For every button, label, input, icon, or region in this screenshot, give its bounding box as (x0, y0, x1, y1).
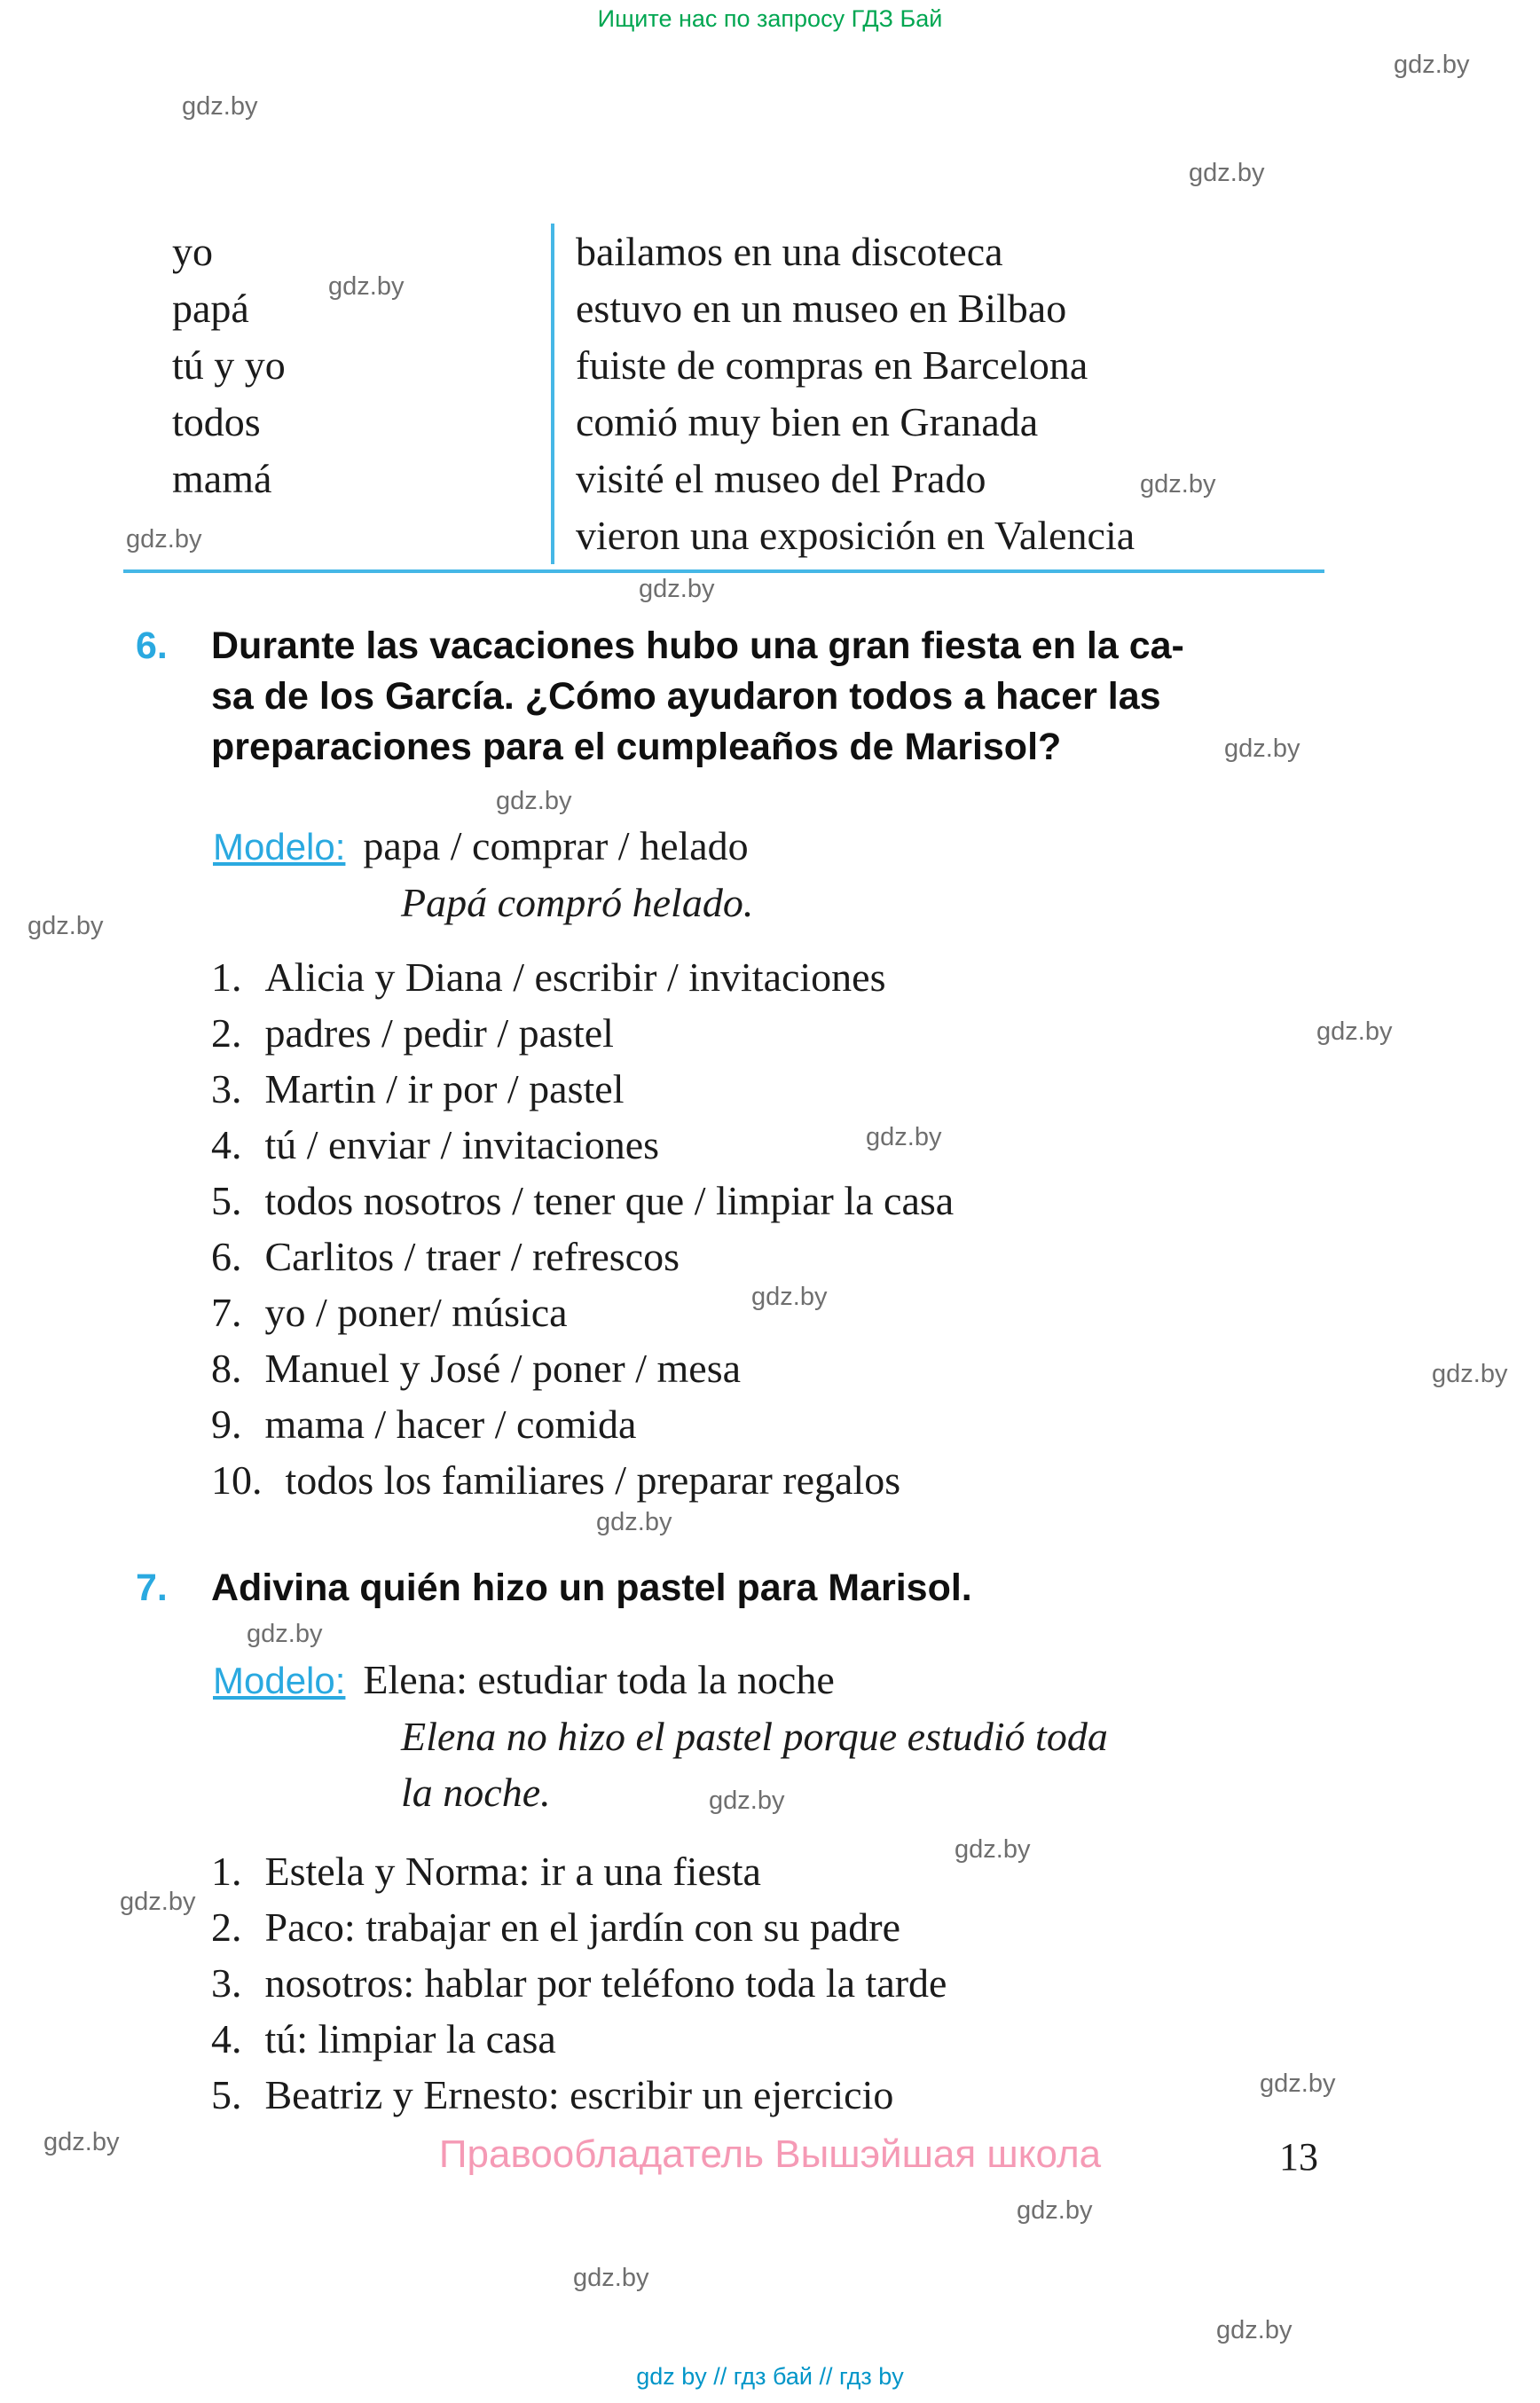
item-number: 1. (211, 1849, 242, 1894)
site-promo-text: Ищите нас по запросу ГДЗ Бай (597, 5, 943, 32)
matching-subject: mamá (172, 456, 272, 501)
list-item (211, 1340, 954, 1396)
item-number: 4. (211, 1122, 242, 1167)
list-item (211, 1396, 954, 1452)
matching-subject: todos (172, 399, 261, 444)
matching-predicate: bailamos en una discoteca (576, 229, 1003, 274)
modelo-prompt: Elena: estudiar toda la noche (363, 1657, 835, 1702)
modelo-answer (401, 1708, 1108, 1820)
modelo-label: Modelo: (213, 826, 346, 868)
item-text: Paco: trabajar en el jardín con su padre (264, 1904, 901, 1950)
item-number: 3. (211, 1066, 242, 1111)
item-number: 4. (211, 2016, 242, 2061)
gdz-watermark: gdz.by (126, 525, 202, 554)
item-number: 3. (211, 1960, 242, 2006)
matching-subject: papá (172, 286, 249, 331)
gdz-watermark: gdz.by (596, 1508, 672, 1536)
exercise-7-prompt (211, 1563, 1395, 1614)
exercise-7-number: 7. (136, 1567, 168, 1609)
item-text: Alicia y Diana / escribir / invitaciones (264, 954, 886, 1000)
list-item (211, 1173, 954, 1229)
modelo-prompt: papa / comprar / helado (363, 823, 749, 868)
item-number: 2. (211, 1010, 242, 1056)
gdz-watermark: gdz.by (1432, 1360, 1508, 1388)
item-text: mama / hacer / comida (264, 1402, 637, 1447)
list-item (211, 1452, 954, 1508)
copyright-text: Правообладатель Вышэйшая школа (438, 2132, 1102, 2176)
exercise-6-number: 6. (136, 624, 168, 667)
item-text: Estela y Norma: ir a una fiesta (264, 1849, 761, 1894)
page-number: 13 (1279, 2135, 1318, 2179)
matching-predicate: visité el museo del Prado (576, 456, 986, 501)
gdz-watermark: gdz.by (120, 1888, 196, 1916)
modelo-label: Modelo: (213, 1660, 346, 1701)
exercise-7-modelo (213, 1652, 1108, 1820)
exercise-7 (136, 1563, 1395, 1614)
matching-exercise (123, 224, 1324, 573)
gdz-watermark: gdz.by (328, 272, 405, 301)
matching-subject: yo (172, 229, 213, 274)
gdz-watermark: gdz.by (1017, 2196, 1093, 2225)
item-number: 9. (211, 1402, 242, 1447)
gdz-watermark: gdz.by (639, 575, 715, 603)
list-item (211, 1843, 947, 1899)
exercise-6-items (211, 949, 954, 1508)
matching-predicates-column (554, 224, 1135, 564)
gdz-watermark: gdz.by (866, 1123, 942, 1151)
list-item (211, 1005, 954, 1061)
list-item (211, 1229, 954, 1284)
item-text: yo / poner/ música (264, 1290, 568, 1335)
list-item (211, 1899, 947, 1955)
gdz-watermark: gdz.by (1394, 51, 1470, 79)
modelo-answer: Papá compró helado. (401, 880, 754, 925)
item-number: 5. (211, 2072, 242, 2117)
item-text: padres / pedir / pastel (264, 1010, 614, 1056)
gdz-watermark: gdz.by (1316, 1017, 1393, 1046)
gdz-watermark: gdz.by (1189, 159, 1265, 187)
prompt-line: Adivina quién hizo un pastel para Marisol. (211, 1567, 972, 1609)
matching-predicate: vieron una exposición en Valencia (576, 513, 1135, 558)
gdz-watermark: gdz.by (1140, 470, 1216, 499)
matching-subject: tú y yo (172, 342, 286, 388)
item-number: 1. (211, 954, 242, 1000)
item-text: Beatriz y Ernesto: escribir un ejercicio (264, 2072, 894, 2117)
list-item (211, 2011, 947, 2067)
gdz-watermark: gdz.by (1224, 734, 1300, 763)
modelo-answer-line: Elena no hizo el pastel porque estudió toda (401, 1714, 1108, 1759)
item-text: Carlitos / traer / refrescos (264, 1234, 680, 1279)
item-number: 2. (211, 1904, 242, 1950)
gdz-watermark: gdz.by (573, 2264, 649, 2292)
item-number: 6. (211, 1234, 242, 1279)
item-number: 7. (211, 1290, 242, 1335)
gdz-watermark: gdz.by (955, 1835, 1031, 1864)
item-text: nosotros: hablar por teléfono toda la tarde (264, 1960, 947, 2006)
list-item (211, 949, 954, 1005)
item-text: Martin / ir por / pastel (264, 1066, 625, 1111)
gdz-watermark: gdz.by (1216, 2316, 1292, 2344)
prompt-line: preparaciones para el cumpleaños de Marisol? (211, 726, 1062, 768)
item-text: tú: limpiar la casa (264, 2016, 556, 2061)
modelo-answer-line: la noche. (401, 1770, 551, 1815)
list-item (211, 1955, 947, 2011)
prompt-line: Durante las vacaciones hubo una gran fiesta en la ca- (211, 624, 1184, 667)
gdz-watermark: gdz.by (247, 1620, 323, 1648)
item-number: 10. (211, 1457, 263, 1503)
item-text: todos nosotros / tener que / limpiar la casa (264, 1178, 955, 1223)
footer-links: gdz by // гдз бай // гдз by (636, 2363, 904, 2390)
matching-predicate: comió muy bien en Granada (576, 399, 1039, 444)
exercise-6-prompt (211, 621, 1395, 773)
gdz-watermark: gdz.by (182, 92, 258, 121)
item-number: 8. (211, 1346, 242, 1391)
list-item (211, 1117, 954, 1173)
item-number: 5. (211, 1178, 242, 1223)
exercise-7-items (211, 1843, 947, 2123)
list-item (211, 1061, 954, 1117)
matching-predicate: fuiste de compras en Barcelona (576, 342, 1088, 388)
gdz-watermark: gdz.by (751, 1283, 828, 1311)
matching-subjects-column (123, 224, 554, 564)
item-text: tú / enviar / invitaciones (264, 1122, 660, 1167)
list-item (211, 1284, 954, 1340)
gdz-watermark: gdz.by (1260, 2069, 1336, 2098)
item-text: todos los familiares / preparar regalos (285, 1457, 901, 1503)
gdz-watermark: gdz.by (43, 2128, 120, 2156)
gdz-watermark: gdz.by (28, 912, 104, 940)
matching-predicate: estuvo en un museo en Bilbao (576, 286, 1067, 331)
prompt-line: sa de los García. ¿Cómo ayudaron todos a hacer las (211, 675, 1161, 718)
gdz-watermark: gdz.by (709, 1787, 785, 1815)
item-text: Manuel y José / poner / mesa (264, 1346, 742, 1391)
list-item (211, 2067, 947, 2123)
exercise-6-modelo (213, 818, 753, 931)
gdz-watermark: gdz.by (496, 787, 572, 815)
exercise-6 (136, 621, 1395, 773)
